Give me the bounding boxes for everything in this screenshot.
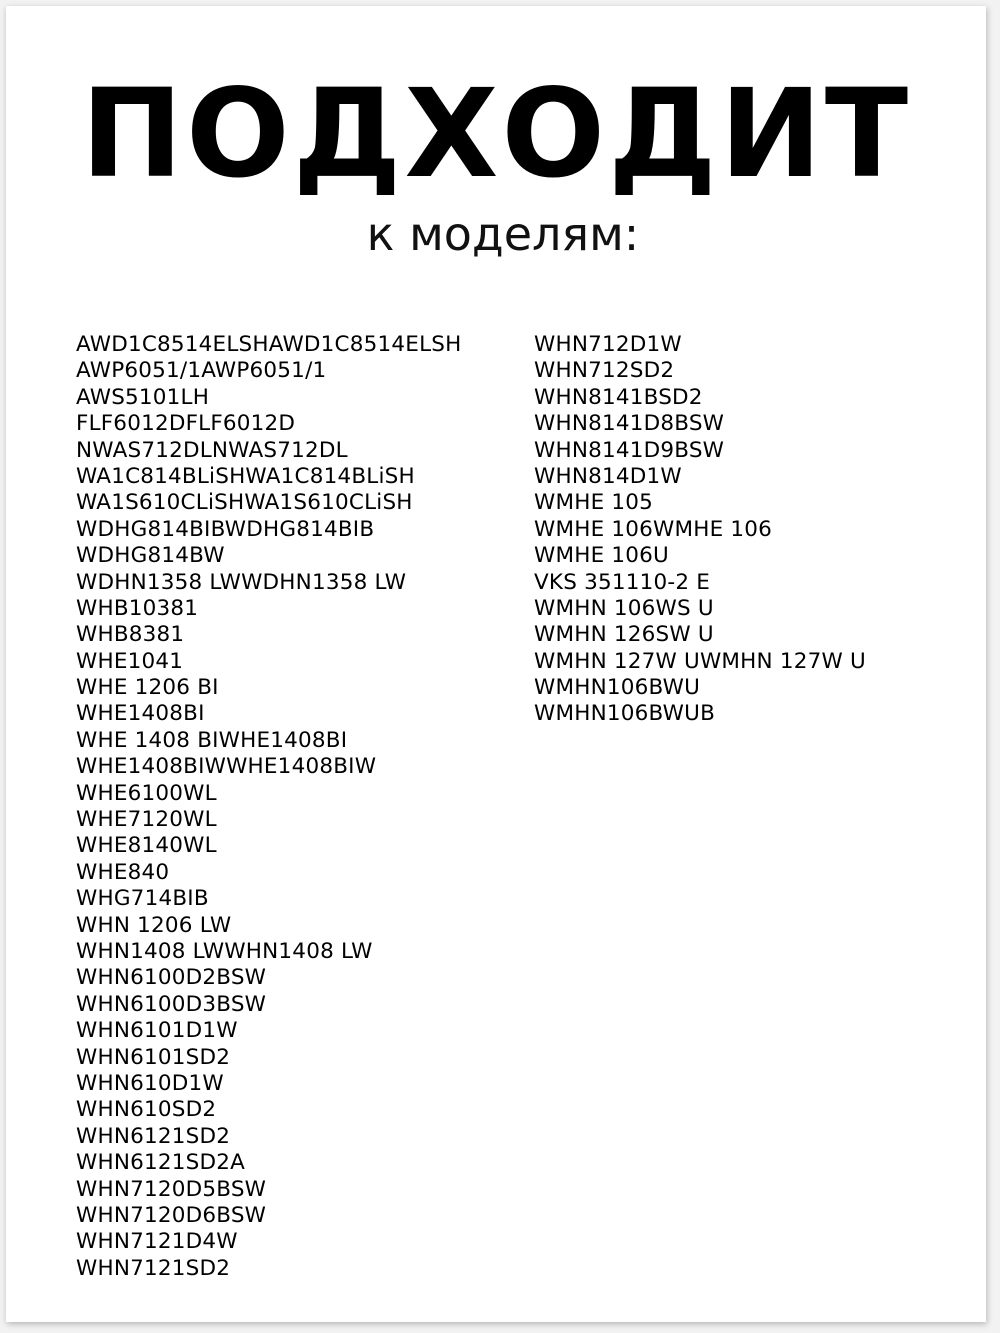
model-item: WDHN1358 LWWDHN1358 LW [76,569,407,595]
model-item: WA1C814BLiSHWA1C814BLiSH [76,463,415,489]
model-item: WHN7121D4W [76,1229,238,1255]
model-item: WHN6101SD2 [76,1044,231,1070]
model-item: WMHN106BWUB [534,701,716,727]
model-item: WMHE 105 [534,490,654,516]
model-item: WHN7120D6BSW [76,1202,267,1228]
model-item: WMHE 106WMHE 106 [534,516,773,542]
model-item: WHN610D1W [76,1070,224,1096]
model-item: WHE8140WL [76,833,217,859]
model-item: WHN7120D5BSW [76,1176,267,1202]
model-item: WDHG814BIBWDHG814BIB [76,516,375,542]
model-item: WHN6121SD2A [76,1150,246,1176]
model-item: WMHN 127W UWMHN 127W U [534,648,866,674]
model-item: WHE1408BIWWHE1408BIW [76,754,377,780]
model-item: WHN6121SD2 [76,1123,231,1149]
model-item: WHN6100D2BSW [76,965,267,991]
model-item: NWAS712DLNWAS712DL [76,437,348,463]
model-item: WHG714BIB [76,886,209,912]
model-item: AWS5101LH [76,384,210,410]
model-item: WHN6101D1W [76,1018,238,1044]
model-item: WHN6100D3BSW [76,991,267,1017]
model-item: WHN712D1W [534,332,682,357]
model-item: WMHN 126SW U [534,622,714,648]
model-item: WHE6100WL [76,780,217,806]
model-item: WHE1041 [76,648,184,674]
model-item: WHN8141D9BSW [534,437,725,463]
model-item: WHN610SD2 [76,1097,217,1123]
model-item: WHB8381 [76,622,185,648]
model-item: WA1S610CLiSHWA1S610CLiSH [76,490,413,516]
model-item: VKS 351110-2 E [534,569,711,595]
model-item: FLF6012DFLF6012D [76,411,296,437]
page-title: ПОДХОДИТ [80,63,912,205]
page-subtitle: к моделям: [366,207,640,261]
model-item: WHN1408 LWWHN1408 LW [76,938,373,964]
model-item: WHN8141D8BSW [534,411,725,437]
model-item: WHE840 [76,859,170,885]
model-item: WHE7120WL [76,807,217,833]
model-item: WHE1408BI [76,701,205,727]
model-item: WHN814D1W [534,463,682,489]
model-item: WHN712SD2 [534,358,675,384]
model-item: WHN 1206 LW [76,912,232,938]
model-item: WMHN106BWU [534,675,701,701]
model-item: WMHE 106U [534,543,669,569]
document-page [6,6,986,1322]
model-item: WHN8141BSD2 [534,384,703,410]
model-item: WHN7121SD2 [76,1255,231,1281]
model-item: WMHN 106WS U [534,595,714,621]
model-item: AWD1C8514ELSHAWD1C8514ELSH [76,332,462,357]
model-item: WHE 1206 BI [76,675,219,701]
model-item: WDHG814BW [76,543,225,569]
models-list-right [534,332,866,728]
models-list-left [76,332,461,1282]
model-item: WHB10381 [76,595,199,621]
model-item: AWP6051/1AWP6051/1 [76,358,327,384]
model-item: WHE 1408 BIWHE1408BI [76,727,348,753]
